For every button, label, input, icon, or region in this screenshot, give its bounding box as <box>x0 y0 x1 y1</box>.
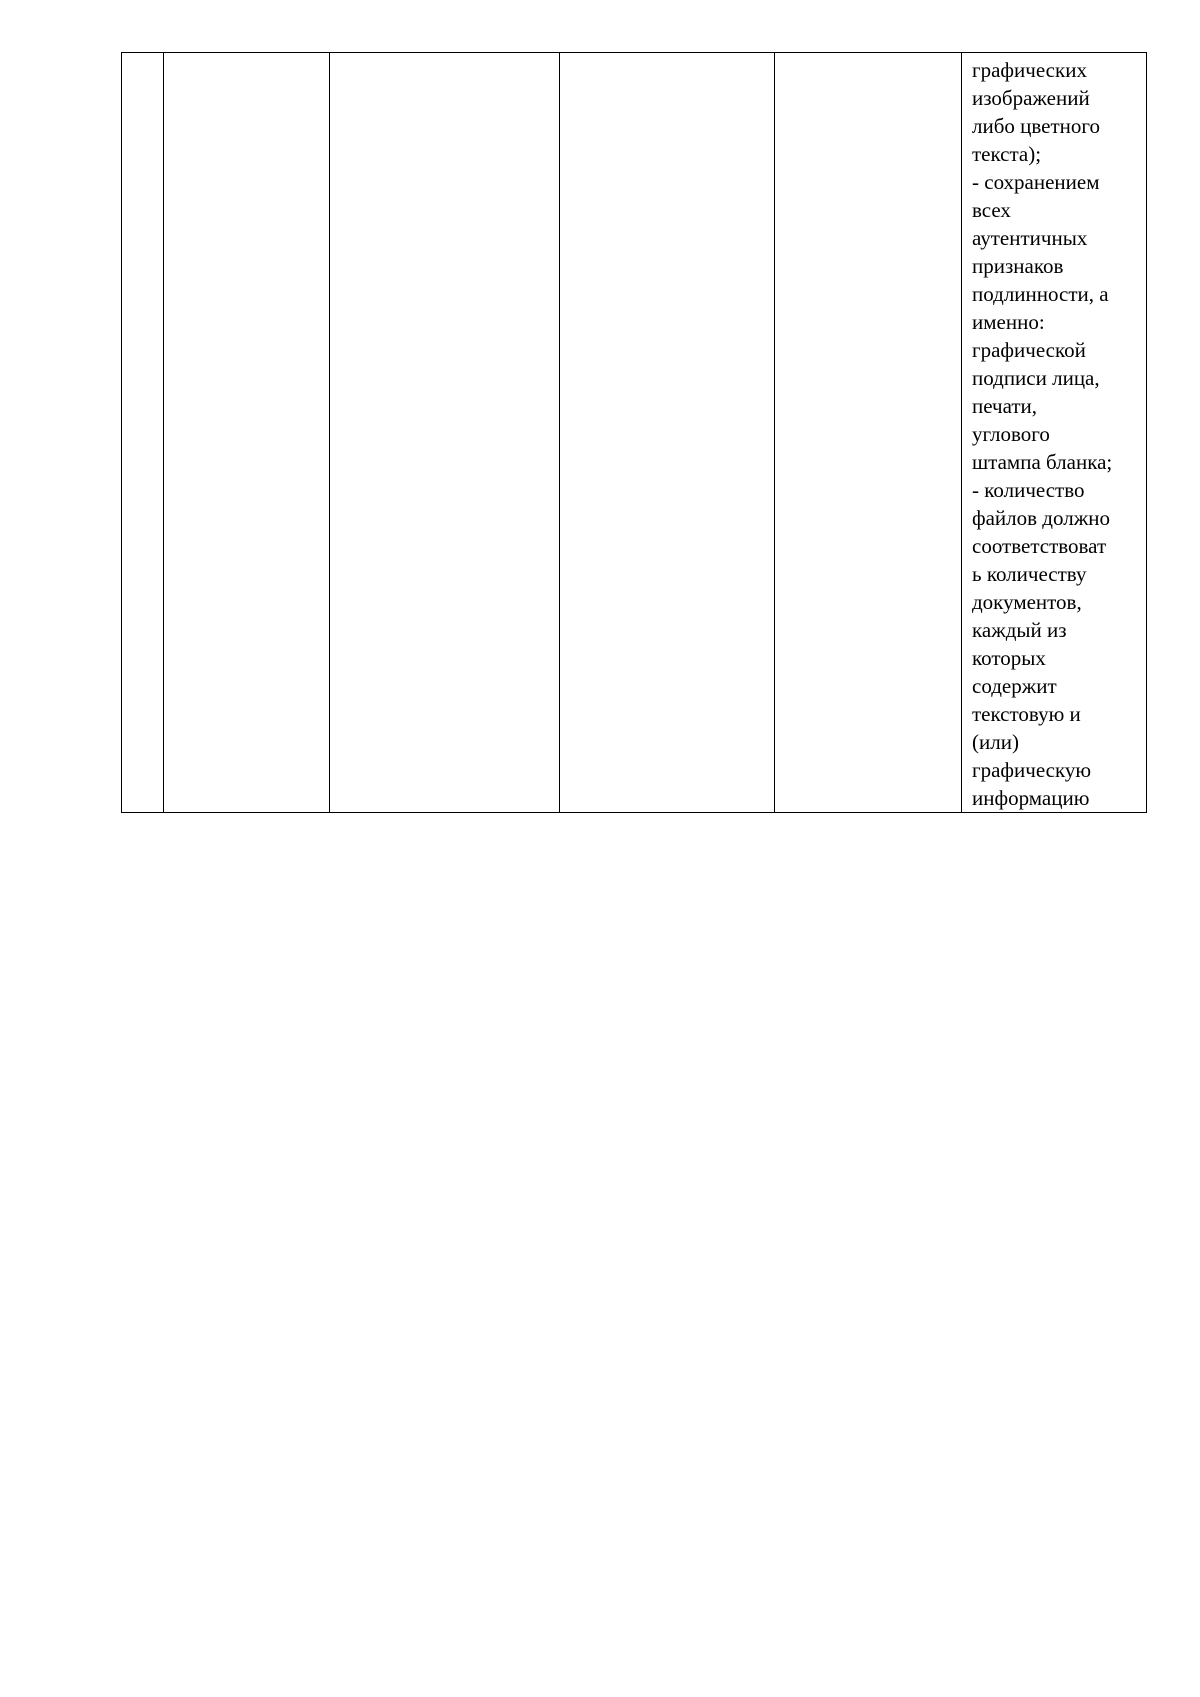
table-cell-4 <box>560 53 775 813</box>
table-row <box>122 53 1147 813</box>
text-line: всех <box>972 198 1011 222</box>
text-line: подлинности, а <box>972 282 1109 306</box>
table-cell-3 <box>330 53 560 813</box>
text-line: файлов должно <box>972 506 1110 530</box>
text-line: текстовую и <box>972 702 1081 726</box>
text-line: текста); <box>972 142 1042 166</box>
text-line: информацию <box>972 786 1090 810</box>
text-line: графическую <box>972 758 1092 782</box>
text-line: графической <box>972 338 1086 362</box>
table-cell-requirements <box>962 53 1147 813</box>
table-cell-2 <box>164 53 330 813</box>
text-line: - количество <box>972 478 1085 502</box>
text-line: штампа бланка; <box>972 450 1113 474</box>
text-line: углового <box>972 422 1050 446</box>
text-line: аутентичных <box>972 226 1088 250</box>
text-line: которых <box>972 646 1046 670</box>
text-line: изображений <box>972 86 1090 110</box>
table-cell-number <box>122 53 164 813</box>
text-line: документов, <box>972 590 1082 614</box>
text-line: либо цветного <box>972 114 1101 138</box>
text-line: подписи лица, <box>972 366 1100 390</box>
text-line: графических <box>972 58 1087 82</box>
text-line: (или) <box>972 730 1019 754</box>
text-line: ь количеству <box>972 562 1087 586</box>
document-table <box>121 52 1147 813</box>
text-line: признаков <box>972 254 1064 278</box>
text-line: печати, <box>972 394 1038 418</box>
requirements-text <box>962 53 1146 812</box>
text-line: - сохранением <box>972 170 1100 194</box>
text-line: соответствоват <box>972 534 1107 558</box>
text-line: каждый из <box>972 618 1067 642</box>
text-line: содержит <box>972 674 1057 698</box>
table-cell-5 <box>775 53 962 813</box>
text-line: именно: <box>972 310 1045 334</box>
